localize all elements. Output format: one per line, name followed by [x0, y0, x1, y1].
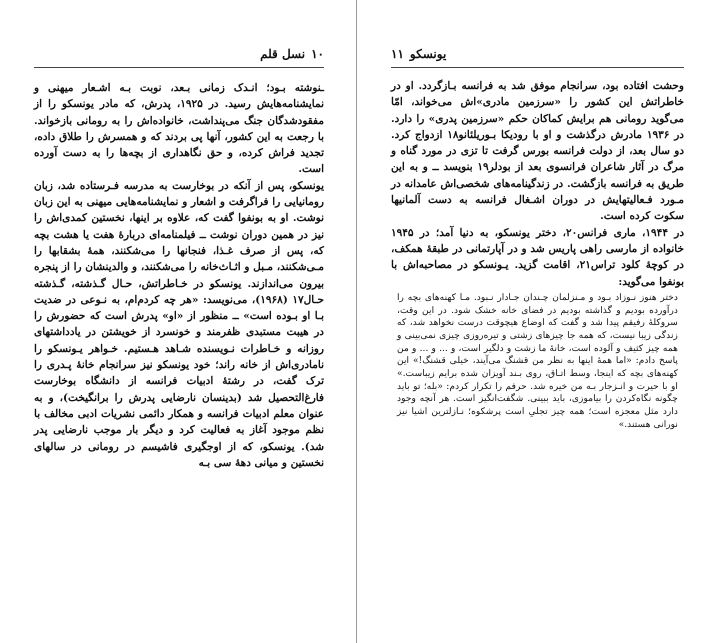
right-page-number: ۱۱ — [391, 47, 404, 61]
right-page-body — [391, 78, 684, 432]
left-page — [0, 0, 356, 643]
right-page — [357, 0, 714, 643]
right-paragraph-1: وحشت افتاده بود، سرانجام موفق شد به فرانسه بـازگردد. او در خاطراتش این کشور را «سرزمین مادری»اش می‌خواند، امّا می‌گوید رومانی هم برایش کماکان حکم «سرزمین پدری» را دارد. در ۱۹۳۶ مادرش درگذشت و او با رودیکا بـوریلئانو۱۸ ازدواج کرد. دو سال بعد، از دولت فرانسه بورس گرفت تا تزی در مورد گناه و مرگ در آثار شاعران فرانسوی بعد از بودلر۱۹ بنویسد ــ و به این طریق به فرانسه بازگشت. در زندگینامه‌های شخصی‌اش عامدانه در مـورد فـعالیتهایش در دوران اشـغال فرانسه به دست آلمانیها سکوت کرده است. — [391, 80, 685, 223]
left-page-title: نسل قلم — [260, 47, 306, 61]
left-page-number: ۱۰ — [311, 47, 324, 61]
left-page-header — [34, 46, 324, 62]
block-quote: دختر هنوز نـوزاد بـود و مـنزلمان چـندان جـادار نـبود. مـا کهنه‌های بچه را درآورده بودیم و گذاشته بودیم در فضای خانه خشک شود. در این وقت، سروکلهٔ رفیقم پیدا شد و گفت که اوضاع هیچوقت درست نخواهد شد، که زندگی زیبا نیست، که همه جا چیزهای زشتی و تیره‌روزی چیزی نمی‌بینی و همه چیز کثیف و آلوده است، خانهٔ ما زشت و دلگیر است، و ... و ... و من پاسخ دادم: «اما همهٔ اینها به نظر من قشنگ می‌آیند، خیلی قشنگ!» این کهنه‌های بچه که اینجا، وسط اتـاق، روی بـند آویزان شده برایم زیباست.» او با حیرت و انـزجار بـه من خیره شد. حرفم را تکرار کردم: «بله؛ تو باید چگونه نگاه‌کردن را بیاموزی، باید ببینی. شگفت‌انگیز است. هر آنچه وجود دارد مثل معجزه است؛ همه چیز تجلیِ است پرشکوه؛ نـازلترین اشیا نیز نورانی هستند.» — [397, 291, 678, 430]
right-paragraph-2: در ۱۹۴۴، ماری فرانس۲۰، دختر یونسکو، به دنیا آمد؛ در ۱۹۴۵ خانواده از مارسی راهی پاریس شد و در آپارتمانی در طبقهٔ همکف، در کوچهٔ کلود تراس۲۱، اقامت گزید. یـونسکو در مصاحبه‌اش با بونفوا می‌گوید: — [391, 226, 685, 288]
right-header-rule — [391, 67, 684, 68]
left-header-rule — [34, 67, 324, 68]
right-page-title: یونسکو — [409, 47, 447, 61]
left-paragraph-1: ـنوشته بـود؛ انـدک زمانی بـعد، نوبت بـه اشـعار میهنی و نمایشنامه‌هایش رسید. در ۱۹۲۵، پدرش، که مادر یونسکو را از مفقودشدگان جنگ می‌پنداشت، خانواده‌اش را به رومانی بازخواند. با رجعت به این کشور، آنها پی بردند که و همسرش را طلاق داده، تجدید فراش کرده، و حق نگاهداری از بچه‌ها را به دست آورده است. — [34, 82, 324, 176]
right-page-header — [391, 46, 684, 62]
left-paragraph-2: یونسکو، پس از آنکه در بوخارست به مدرسه فـرستاده شد، زبان رومانیایی را فراگرفت و اشعار و نمایشنامه‌هایی میهنی به این زبان نوشت. او به بونفوا گفت که، علاوه بر اینها، نخستین کمدی‌اش را نیز در همین دوران نوشت ــ فیلمنامه‌ای دربارهٔ هفت یا هشت بچه که، پس از صرف غـذا، فنجانها را می‌شکنند، همهٔ بشقابها را مـی‌شکنند، مـبل و اثـاث‌خانه را می‌شکنند، و والدینشان را از پنجره بیرون می‌اندازند. یونسکو در خـاطراتش، حـال گـذشته، گـذشته حـال۱۷ (۱۹۶۸)، می‌نویسد: «هر چه کردم‌ام، به نـوعی در ضدیت بـا او بـوده است» ــ منظور از «او» پدرش است که حضورش را در هیبت مستبدی ظفرمند و خونسرد از خویشتن در یادداشتهای روزانه و خـاطرات نـویسنده شـاهد هـستیم. خـواهر یـونسکو را نامادری‌اش از خانه راند؛ خود یونسکو نیز سرانجام خانهٔ پـدری را ترک گفت، در رشتهٔ ادبیات فرانسه از دانشگاه بوخارست فارغ‌التحصیل شد (بدینسان نارضایی پدرش را برانگیخت)، و به عنوان معلم ادبیات فرانسه و همکار دائمی نشریات ادبی مخالف با نظم موجود آغاز به فعالیت کرد و دیگر بار موجب نارضایی پدر شد). یونسکو، که از اوجگیری فاشیسم در رومانی در سالهای نخستین و میانی دههٔ سی بـه — [34, 179, 325, 469]
left-page-body — [34, 80, 324, 471]
